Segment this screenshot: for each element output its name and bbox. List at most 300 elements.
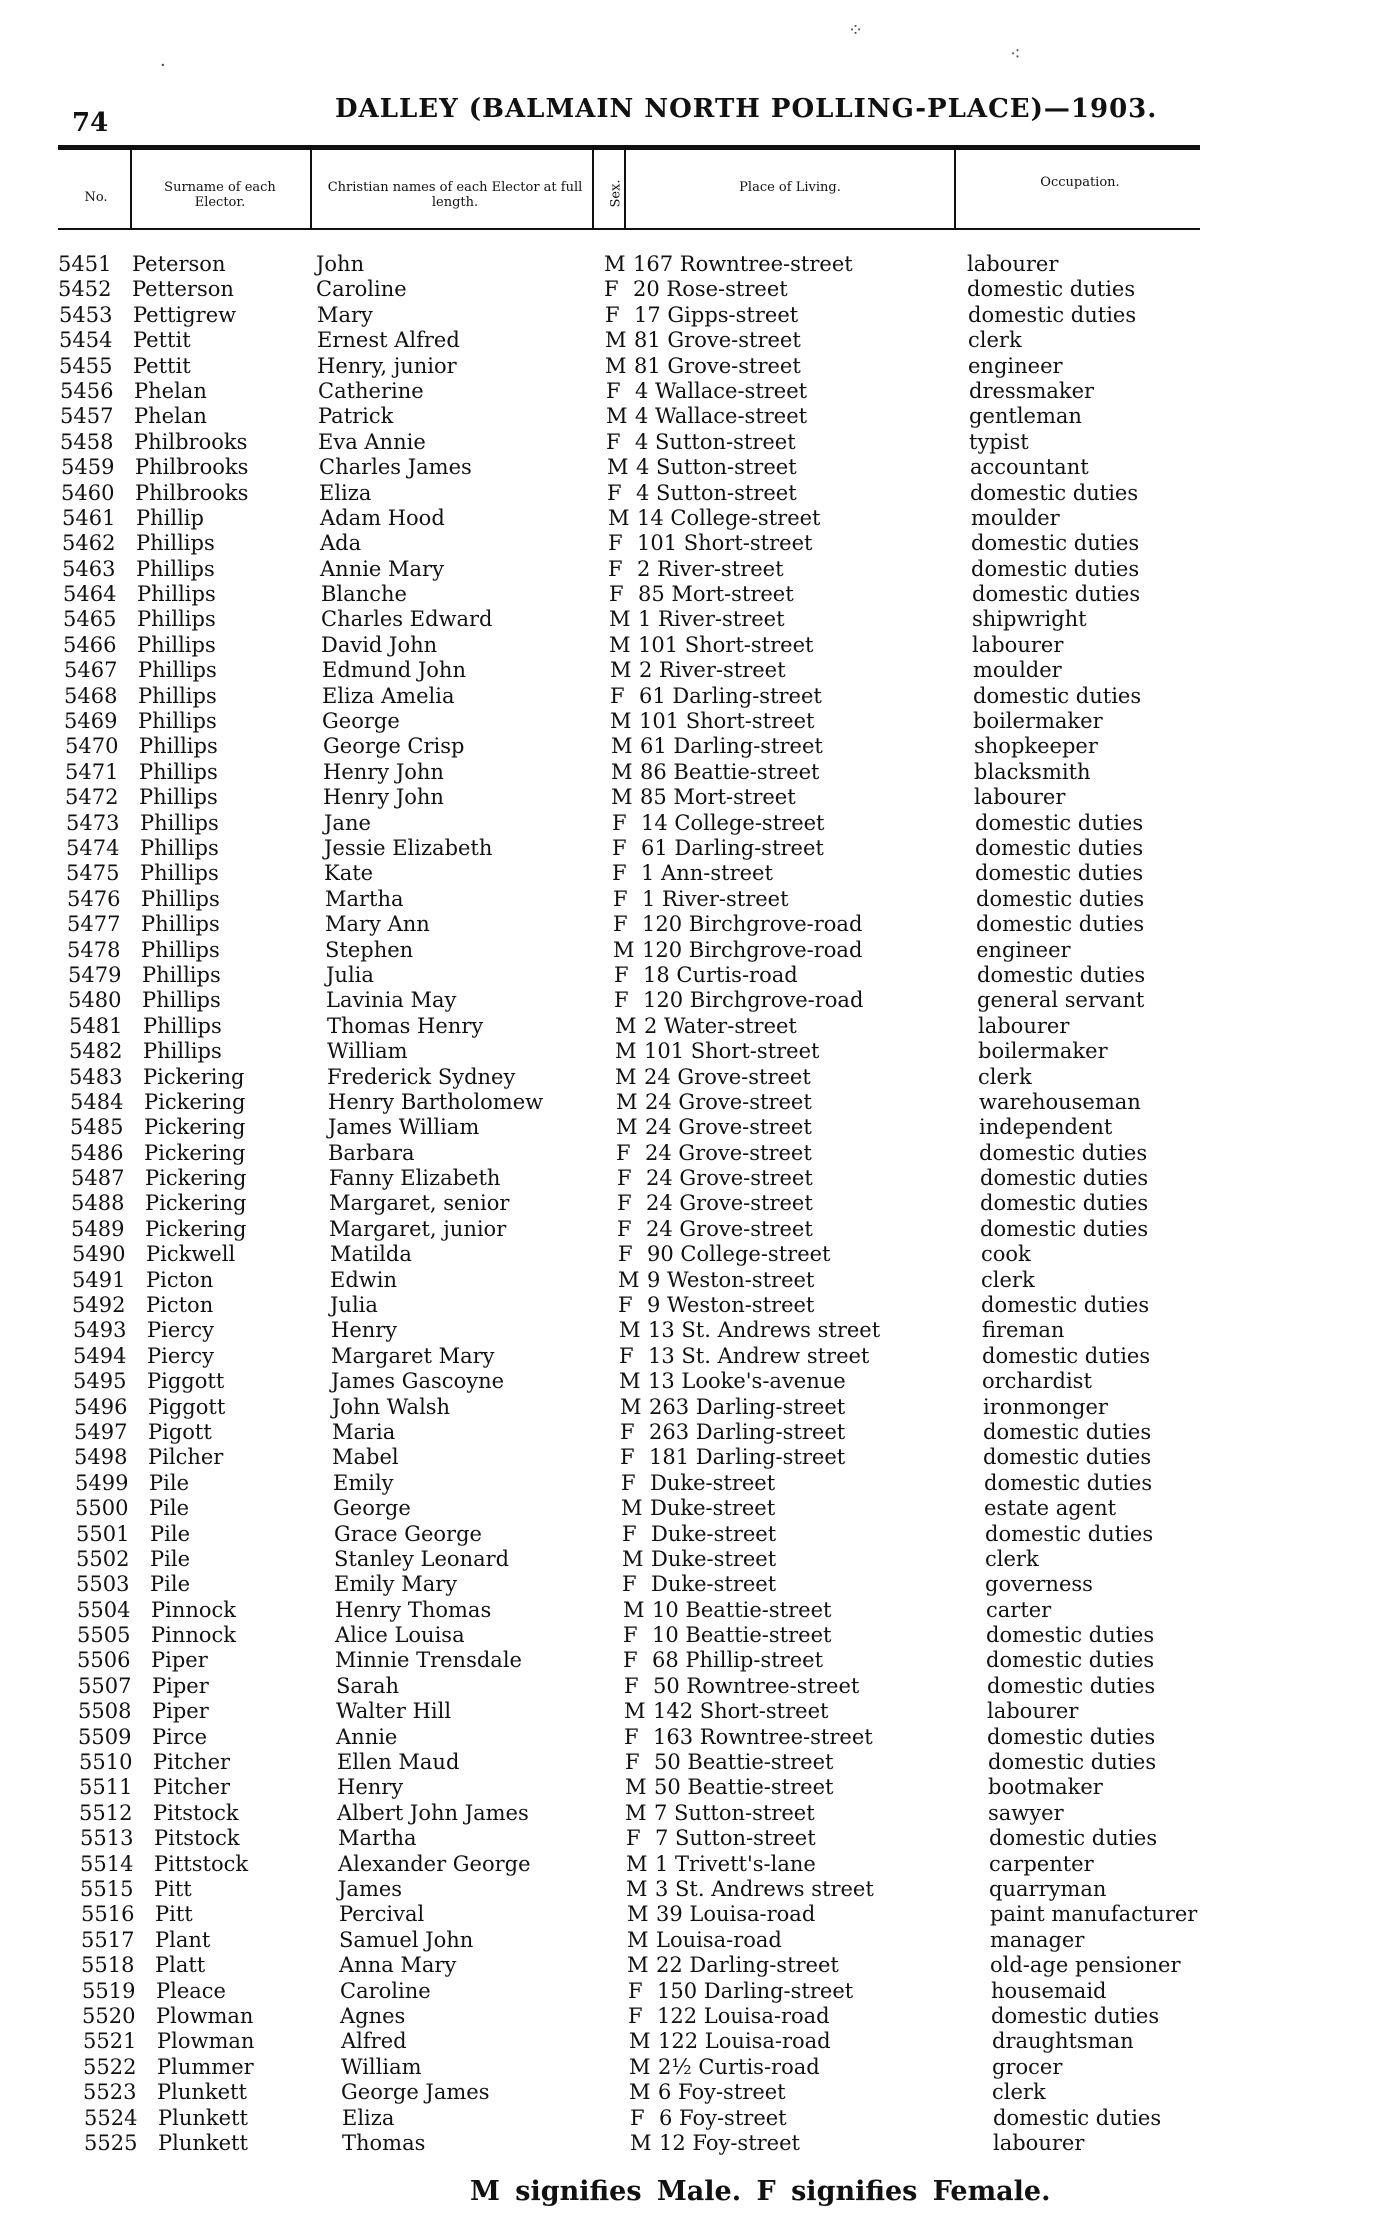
elector-christian-names: Thomas: [342, 2130, 426, 2155]
elector-sex: M: [615, 1039, 637, 1064]
elector-surname: Plunkett: [158, 2130, 248, 2155]
header-christian: Christian names of each Elector at full length.: [327, 180, 583, 210]
elector-number: 5483: [69, 1064, 123, 1089]
elector-christian-names: Ada: [320, 531, 362, 556]
elector-christian-names: Samuel John: [339, 1927, 474, 1952]
elector-occupation: domestic duties: [971, 556, 1140, 581]
elector-place-of-living: 24 Grove-street: [646, 1191, 813, 1216]
elector-surname: Phillips: [143, 1013, 222, 1038]
elector-christian-names: Henry John: [323, 759, 444, 784]
elector-christian-names: George: [333, 1496, 411, 1521]
elector-sex: F: [612, 861, 627, 886]
table-row: [0, 2106, 1382, 2131]
elector-sex: M: [626, 1851, 648, 1876]
elector-christian-names: Maria: [332, 1419, 396, 1444]
elector-sex: F: [618, 1242, 633, 1267]
elector-number: 5499: [75, 1470, 129, 1495]
elector-sex: F: [607, 480, 622, 505]
elector-number: 5486: [70, 1140, 124, 1165]
elector-sex: M: [615, 1013, 637, 1038]
elector-occupation: domestic duties: [972, 582, 1141, 607]
elector-christian-names: George Crisp: [323, 734, 465, 759]
table-row: [0, 861, 1382, 886]
elector-sex: F: [617, 1216, 632, 1241]
print-speck: ⁘: [848, 20, 864, 41]
elector-christian-names: Adam Hood: [320, 505, 445, 530]
elector-surname: Piper: [152, 1673, 209, 1698]
elector-christian-names: James William: [328, 1115, 480, 1140]
elector-christian-names: Mary Ann: [325, 912, 430, 937]
elector-christian-names: Agnes: [340, 2003, 406, 2028]
elector-christian-names: Annie: [336, 1724, 398, 1749]
elector-occupation: estate agent: [984, 1496, 1117, 1521]
elector-number: 5454: [59, 328, 113, 353]
elector-occupation: quarryman: [989, 1877, 1107, 1901]
print-speck: ·: [160, 55, 166, 76]
table-row: [0, 658, 1382, 683]
elector-place-of-living: 3 St. Andrews street: [655, 1877, 874, 1901]
table-row: [0, 1445, 1382, 1470]
table-row: [0, 1090, 1382, 1115]
elector-christian-names: Charles James: [319, 455, 472, 480]
elector-occupation: cook: [981, 1242, 1031, 1267]
elector-place-of-living: 167 Rowntree-street: [633, 252, 853, 276]
table-row: [0, 379, 1382, 404]
table-row: [0, 1065, 1382, 1090]
elector-place-of-living: 1 River-street: [638, 607, 785, 632]
elector-place-of-living: 6 Foy-street: [659, 2105, 787, 2130]
elector-surname: Peterson: [132, 252, 226, 276]
elector-sex: F: [623, 1623, 638, 1648]
elector-christian-names: Edmund John: [322, 658, 466, 683]
elector-occupation: clerk: [985, 1546, 1039, 1571]
elector-place-of-living: 85 Mort-street: [640, 785, 796, 810]
elector-surname: Phillips: [139, 785, 218, 810]
elector-occupation: draughtsman: [992, 2029, 1134, 2054]
table-row: [0, 1395, 1382, 1420]
elector-number: 5504: [77, 1597, 131, 1622]
elector-sex: F: [613, 886, 628, 911]
elector-surname: Philbrooks: [135, 455, 249, 480]
table-row: [0, 887, 1382, 912]
column-divider: [130, 150, 132, 228]
elector-occupation: independent: [979, 1115, 1113, 1140]
elector-sex: F: [620, 1419, 635, 1444]
elector-surname: Picton: [146, 1267, 214, 1292]
elector-place-of-living: 20 Rose-street: [633, 277, 788, 302]
elector-occupation: orchardist: [982, 1369, 1092, 1394]
elector-sex: F: [613, 912, 628, 937]
table-row: [0, 633, 1382, 658]
elector-occupation: shopkeeper: [974, 734, 1098, 759]
elector-christian-names: Alexander George: [338, 1851, 531, 1876]
elector-christian-names: Ernest Alfred: [317, 328, 460, 353]
elector-number: 5515: [80, 1877, 134, 1901]
elector-place-of-living: Duke-street: [651, 1546, 777, 1571]
table-row: [0, 1420, 1382, 1445]
elector-occupation: clerk: [992, 2080, 1046, 2105]
elector-surname: Plunkett: [158, 2105, 248, 2130]
table-row: [0, 912, 1382, 937]
elector-surname: Pitt: [155, 1902, 193, 1927]
elector-occupation: domestic duties: [980, 1191, 1149, 1216]
elector-surname: Pleace: [156, 1978, 226, 2003]
elector-sex: M: [615, 1064, 637, 1089]
elector-number: 5484: [70, 1089, 124, 1114]
elector-surname: Pickering: [145, 1216, 247, 1241]
table-row: [0, 963, 1382, 988]
table-row: [0, 2131, 1382, 2156]
header-no: No.: [84, 190, 108, 205]
elector-number: 5478: [67, 937, 121, 962]
elector-christian-names: William: [327, 1039, 408, 1064]
elector-place-of-living: 1 River-street: [642, 886, 789, 911]
elector-number: 5466: [63, 632, 117, 657]
elector-number: 5452: [58, 277, 112, 302]
elector-christian-names: Charles Edward: [321, 607, 493, 632]
elector-sex: M: [623, 1597, 645, 1622]
elector-surname: Pittstock: [154, 1851, 249, 1876]
elector-surname: Phillips: [138, 658, 217, 683]
elector-sex: F: [610, 683, 625, 708]
table-row: [0, 1141, 1382, 1166]
elector-sex: F: [609, 582, 624, 607]
table-row: [0, 1217, 1382, 1242]
elector-sex: F: [621, 1470, 636, 1495]
elector-sex: F: [612, 810, 627, 835]
elector-christian-names: Henry, junior: [317, 353, 457, 378]
elector-christian-names: Frederick Sydney: [327, 1064, 516, 1089]
table-row: [0, 1979, 1382, 2004]
elector-number: 5523: [83, 2080, 137, 2105]
elector-number: 5480: [68, 988, 122, 1013]
elector-surname: Pigott: [148, 1419, 212, 1444]
table-row: [0, 607, 1382, 632]
elector-surname: Plant: [155, 1927, 211, 1952]
elector-sex: F: [628, 2003, 643, 2028]
elector-christian-names: Henry: [331, 1318, 398, 1343]
table-row: [0, 1826, 1382, 1851]
column-divider: [954, 150, 956, 228]
elector-christian-names: Caroline: [316, 277, 407, 302]
footer-legend: M signifies Male. F signifies Female.: [470, 2176, 1051, 2207]
table-row: [0, 684, 1382, 709]
header-occupation: Occupation.: [1040, 175, 1120, 190]
elector-christian-names: John: [316, 252, 365, 276]
elector-surname: Pettit: [133, 353, 191, 378]
elector-surname: Piper: [151, 1648, 208, 1673]
elector-sex: F: [617, 1191, 632, 1216]
elector-surname: Phillips: [136, 556, 215, 581]
elector-occupation: domestic duties: [985, 1521, 1154, 1546]
print-speck: ⁖: [1010, 44, 1021, 65]
elector-surname: Phillips: [140, 810, 219, 835]
elector-christian-names: Percival: [339, 1902, 425, 1927]
elector-place-of-living: 10 Beattie-street: [652, 1597, 832, 1622]
elector-occupation: domestic duties: [989, 1826, 1158, 1851]
elector-surname: Phillips: [139, 734, 218, 759]
elector-number: 5485: [70, 1115, 124, 1140]
elector-surname: Phillips: [138, 709, 217, 734]
elector-surname: Phillips: [137, 632, 216, 657]
table-row: [0, 430, 1382, 455]
elector-place-of-living: 17 Gipps-street: [634, 302, 799, 327]
elector-surname: Phillip: [136, 505, 204, 530]
elector-place-of-living: 101 Short-street: [637, 531, 813, 556]
elector-occupation: typist: [969, 429, 1029, 454]
elector-number: 5508: [78, 1699, 132, 1724]
elector-place-of-living: 12 Foy-street: [659, 2130, 800, 2155]
elector-occupation: domestic duties: [968, 302, 1137, 327]
elector-occupation: warehouseman: [979, 1089, 1141, 1114]
elector-number: 5511: [79, 1775, 133, 1800]
elector-occupation: domestic duties: [993, 2105, 1162, 2130]
table-row: [0, 1623, 1382, 1648]
elector-christian-names: Lavinia May: [326, 988, 457, 1013]
elector-occupation: domestic duties: [979, 1140, 1148, 1165]
elector-place-of-living: 1 Trivett's-lane: [655, 1851, 816, 1876]
table-row: [0, 1293, 1382, 1318]
elector-occupation: manager: [990, 1927, 1085, 1952]
elector-christian-names: Alice Louisa: [335, 1623, 465, 1648]
elector-sex: M: [609, 607, 631, 632]
elector-sex: F: [622, 1521, 637, 1546]
elector-number: 5520: [82, 2003, 136, 2028]
header-surname: Surname of each Elector.: [164, 180, 276, 210]
elector-occupation: old-age pensioner: [990, 1953, 1181, 1978]
elector-place-of-living: 101 Short-street: [644, 1039, 820, 1064]
table-row: [0, 1344, 1382, 1369]
elector-surname: Phillips: [143, 1039, 222, 1064]
elector-number: 5491: [72, 1267, 126, 1292]
table-row: [0, 531, 1382, 556]
elector-place-of-living: 150 Darling-street: [657, 1978, 854, 2003]
elector-number: 5458: [60, 429, 114, 454]
elector-place-of-living: 10 Beattie-street: [652, 1623, 832, 1648]
table-row: [0, 582, 1382, 607]
elector-number: 5489: [71, 1216, 125, 1241]
elector-number: 5496: [74, 1394, 128, 1419]
elector-occupation: paint manufacturer: [990, 1902, 1198, 1927]
elector-place-of-living: 2 Water-street: [644, 1013, 797, 1038]
elector-surname: Phillips: [136, 531, 215, 556]
header-place: Place of Living.: [739, 180, 841, 195]
elector-number: 5461: [62, 505, 116, 530]
elector-christian-names: Henry John: [323, 785, 444, 810]
elector-sex: F: [608, 531, 623, 556]
elector-place-of-living: 263 Darling-street: [649, 1419, 846, 1444]
elector-occupation: fireman: [982, 1318, 1065, 1343]
column-divider: [624, 150, 626, 228]
elector-number: 5477: [67, 912, 121, 937]
elector-surname: Pickering: [145, 1166, 247, 1191]
elector-occupation: shipwright: [972, 607, 1087, 632]
elector-surname: Phillips: [141, 886, 220, 911]
elector-place-of-living: 13 St. Andrew street: [648, 1343, 870, 1368]
elector-sex: M: [616, 1115, 638, 1140]
elector-christian-names: Margaret, junior: [329, 1216, 507, 1241]
table-row: [0, 1471, 1382, 1496]
elector-christian-names: Edwin: [330, 1267, 397, 1292]
elector-number: 5507: [78, 1673, 132, 1698]
elector-surname: Platt: [155, 1953, 206, 1978]
elector-number: 5459: [61, 455, 115, 480]
elector-sex: F: [606, 429, 621, 454]
elector-christian-names: Ellen Maud: [337, 1750, 460, 1775]
elector-surname: Piggott: [148, 1394, 226, 1419]
elector-surname: Pile: [150, 1572, 190, 1597]
elector-surname: Phillips: [141, 937, 220, 962]
elector-place-of-living: 7 Sutton-street: [654, 1800, 815, 1825]
elector-occupation: domestic duties: [980, 1166, 1149, 1191]
elector-sex: F: [622, 1572, 637, 1597]
elector-surname: Plunkett: [157, 2080, 247, 2105]
table-row: [0, 1648, 1382, 1673]
elector-number: 5501: [76, 1521, 130, 1546]
header-rule: [58, 228, 1200, 230]
elector-surname: Plowman: [156, 2003, 254, 2028]
elector-number: 5516: [81, 1902, 135, 1927]
elector-number: 5463: [62, 556, 116, 581]
table-row: [0, 252, 1382, 277]
elector-occupation: domestic duties: [981, 1293, 1150, 1318]
elector-christian-names: Anna Mary: [339, 1953, 457, 1978]
elector-number: 5481: [69, 1013, 123, 1038]
table-row: [0, 506, 1382, 531]
elector-number: 5475: [66, 861, 120, 886]
elector-sex: F: [614, 962, 629, 987]
elector-sex: M: [627, 1953, 649, 1978]
elector-occupation: domestic duties: [973, 683, 1142, 708]
elector-christian-names: Julia: [330, 1293, 378, 1318]
elector-christian-names: George: [322, 709, 400, 734]
elector-number: 5505: [77, 1623, 131, 1648]
table-row: [0, 1877, 1382, 1902]
elector-number: 5476: [67, 886, 121, 911]
elector-occupation: labourer: [974, 785, 1066, 810]
table-row: [0, 1014, 1382, 1039]
elector-occupation: domestic duties: [986, 1648, 1155, 1673]
elector-christian-names: Stanley Leonard: [334, 1546, 510, 1571]
elector-sex: F: [605, 302, 620, 327]
table-row: [0, 1775, 1382, 1800]
elector-sex: M: [604, 252, 626, 276]
column-divider: [310, 150, 312, 228]
elector-sex: M: [619, 1369, 641, 1394]
elector-place-of-living: 24 Grove-street: [645, 1115, 812, 1140]
elector-surname: Piercy: [147, 1318, 214, 1343]
elector-place-of-living: 24 Grove-street: [645, 1089, 812, 1114]
elector-occupation: domestic duties: [977, 962, 1146, 987]
elector-sex: F: [626, 1826, 641, 1851]
elector-occupation: labourer: [978, 1013, 1070, 1038]
elector-surname: Pitstock: [154, 1826, 240, 1851]
elector-place-of-living: Duke-street: [650, 1470, 776, 1495]
elector-occupation: bootmaker: [988, 1775, 1103, 1800]
table-row: [0, 354, 1382, 379]
elector-place-of-living: 22 Darling-street: [656, 1953, 839, 1978]
elector-christian-names: Patrick: [318, 404, 394, 429]
elector-number: 5513: [80, 1826, 134, 1851]
elector-sex: M: [627, 1927, 649, 1952]
elector-place-of-living: Duke-street: [650, 1496, 776, 1521]
elector-number: 5456: [60, 378, 114, 403]
elector-surname: Plowman: [157, 2029, 255, 2054]
elector-number: 5524: [84, 2105, 138, 2130]
elector-place-of-living: 81 Grove-street: [634, 328, 801, 353]
elector-sex: M: [610, 709, 632, 734]
elector-place-of-living: 61 Darling-street: [640, 734, 823, 759]
table-row: [0, 1699, 1382, 1724]
elector-place-of-living: 13 Looke's-avenue: [648, 1369, 846, 1394]
elector-surname: Plummer: [157, 2054, 254, 2079]
elector-place-of-living: 4 Wallace-street: [635, 404, 808, 429]
elector-number: 5451: [58, 252, 112, 276]
elector-christian-names: Emily: [333, 1470, 394, 1495]
elector-place-of-living: 9 Weston-street: [647, 1293, 815, 1318]
elector-occupation: labourer: [993, 2130, 1085, 2155]
table-row: [0, 1598, 1382, 1623]
table-row: [0, 557, 1382, 582]
elector-number: 5494: [73, 1343, 127, 1368]
elector-number: 5497: [74, 1419, 128, 1444]
elector-place-of-living: 81 Grove-street: [634, 353, 801, 378]
elector-number: 5468: [64, 683, 118, 708]
table-row: [0, 481, 1382, 506]
elector-sex: F: [608, 556, 623, 581]
elector-occupation: domestic duties: [983, 1419, 1152, 1444]
elector-christian-names: Eva Annie: [318, 429, 426, 454]
elector-sex: F: [624, 1724, 639, 1749]
elector-occupation: boilermaker: [978, 1039, 1108, 1064]
elector-surname: Pitstock: [153, 1800, 239, 1825]
elector-number: 5457: [60, 404, 114, 429]
elector-occupation: labourer: [987, 1699, 1079, 1724]
elector-place-of-living: 163 Rowntree-street: [653, 1724, 873, 1749]
table-row: [0, 1191, 1382, 1216]
elector-place-of-living: 6 Foy-street: [658, 2080, 786, 2105]
elector-christian-names: Henry Thomas: [335, 1597, 492, 1622]
elector-christian-names: Jane: [324, 810, 371, 835]
elector-number: 5470: [65, 734, 119, 759]
table-row: [0, 811, 1382, 836]
elector-place-of-living: 61 Darling-street: [639, 683, 822, 708]
elector-christian-names: Blanche: [321, 582, 407, 607]
elector-place-of-living: 7 Sutton-street: [655, 1826, 816, 1851]
elector-christian-names: Eliza: [342, 2105, 395, 2130]
elector-occupation: moulder: [971, 505, 1060, 530]
elector-number: 5472: [65, 785, 119, 810]
elector-surname: Picton: [146, 1293, 214, 1318]
elector-sex: F: [606, 378, 621, 403]
elector-place-of-living: 1 Ann-street: [641, 861, 773, 886]
elector-occupation: carpenter: [989, 1851, 1094, 1876]
elector-christian-names: James Gascoyne: [331, 1369, 505, 1394]
elector-sex: M: [630, 2130, 652, 2155]
table-row: [0, 1953, 1382, 1978]
elector-sex: F: [624, 1673, 639, 1698]
elector-surname: Phillips: [141, 912, 220, 937]
elector-surname: Phelan: [134, 378, 207, 403]
elector-place-of-living: 13 St. Andrews street: [648, 1318, 881, 1343]
elector-sex: M: [618, 1267, 640, 1292]
elector-place-of-living: Duke-street: [651, 1572, 777, 1597]
elector-occupation: carter: [986, 1597, 1052, 1622]
table-row: [0, 1852, 1382, 1877]
elector-number: 5498: [74, 1445, 128, 1470]
elector-surname: Pitcher: [153, 1750, 231, 1775]
elector-number: 5474: [66, 835, 120, 860]
